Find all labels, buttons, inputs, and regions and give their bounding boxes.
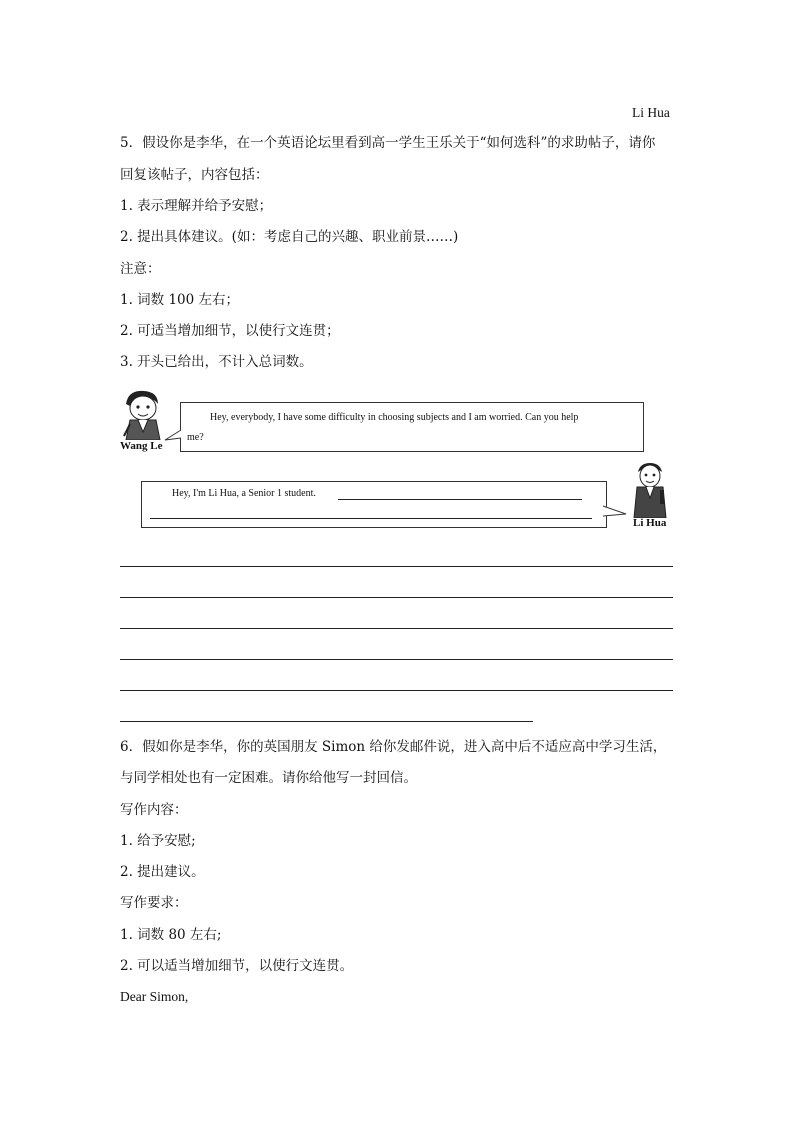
li-answer-blank-2[interactable] [150, 518, 592, 519]
answer-line-6[interactable] [120, 721, 533, 722]
q5-note-3: 3. 开头已给出，不计入总词数。 [120, 354, 313, 370]
answer-line-5[interactable] [120, 690, 673, 691]
answer-line-1[interactable] [120, 566, 673, 567]
q6-salutation: Dear Simon, [120, 989, 189, 1004]
li-bubble-tail [602, 504, 628, 520]
li-hua-name: Li Hua [633, 517, 667, 529]
answer-line-3[interactable] [120, 628, 673, 629]
signature: Li Hua [632, 105, 670, 120]
q6-prompt-line2: 与同学相处也有一定困难。请你给他写一封回信。 [120, 770, 417, 786]
q6-req-point-2: 2. 可以适当增加细节，以使行文连贯。 [120, 958, 354, 974]
q6-content-point-2: 2. 提出建议。 [120, 864, 205, 880]
q5-note-1: 1. 词数 100 左右； [120, 292, 240, 308]
q6-content-title: 写作内容： [120, 802, 188, 818]
li-text: Hey, I'm Li Hua, a Senior 1 student. [172, 488, 316, 499]
q5-prompt-line2: 回复该帖子，内容包括： [120, 167, 269, 183]
q6-req-point-1: 1. 词数 80 左右; [120, 927, 222, 943]
wang-text-line1: Hey, everybody, I have some difficulty in choosing subjects and I am worried. Can you help [210, 412, 579, 423]
q5-point-2: 2. 提出具体建议。(如：考虑自己的兴趣、职业前景……) [120, 229, 459, 245]
q6-prompt-line1: 6．假如你是李华，你的英国朋友 Simon 给你发邮件说，进入高中后不适应高中学习生活， [120, 739, 667, 755]
wang-bubble-tail [164, 428, 182, 444]
answer-line-2[interactable] [120, 597, 673, 598]
q5-prompt-line1: 5．假设你是李华，在一个英语论坛里看到高一学生王乐关于“如何选科”的求助帖子，请你 [120, 135, 656, 151]
li-hua-illustration [630, 462, 670, 518]
q5-point-1: 1. 表示理解并给予安慰； [120, 198, 273, 214]
answer-line-4[interactable] [120, 659, 673, 660]
wang-text-line2: me? [187, 432, 204, 443]
q6-content-point-1: 1. 给予安慰; [120, 833, 196, 849]
wang-le-speech-bubble [180, 402, 644, 452]
q6-req-title: 写作要求： [120, 895, 188, 911]
q5-notes-title: 注意： [120, 261, 161, 277]
wang-le-name: Wang Le [120, 440, 163, 452]
li-answer-blank-1[interactable] [338, 499, 582, 500]
q5-note-2: 2. 可适当增加细节，以使行文连贯； [120, 323, 340, 339]
